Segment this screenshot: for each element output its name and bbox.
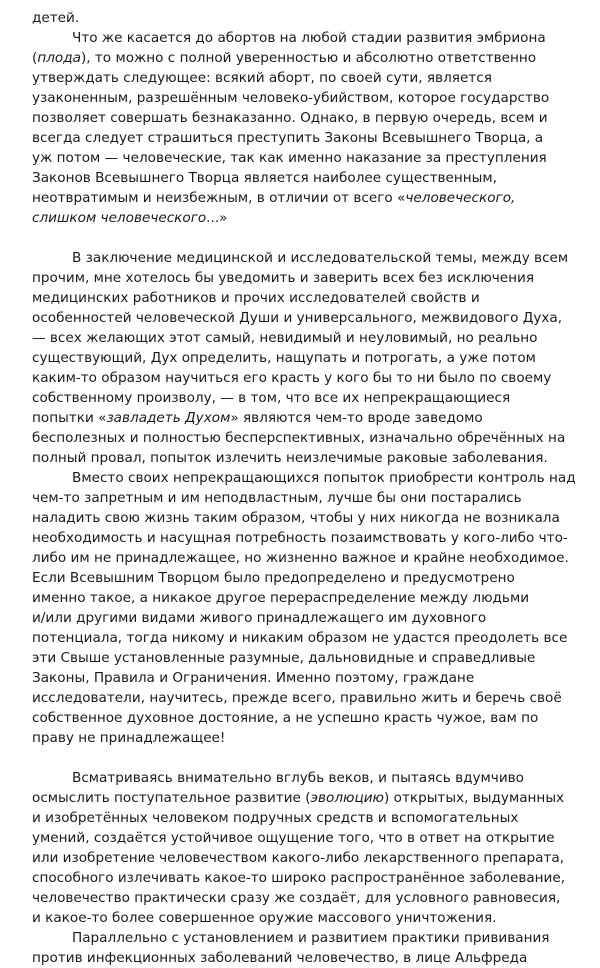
text-line: Законы, Правила и Ограничения. Именно поэтому, граждане [32, 670, 475, 686]
text-line: наладить свою жизнь таким образом, чтобы у них никогда не возникала [32, 510, 560, 526]
text-line: умений, создаётся устойчивое ощущение того, что в ответ на открытие [32, 830, 555, 846]
text-line: бесполезных и полностью бесперспективных, изначально обречённых на [32, 430, 566, 446]
text-line: собственному произволу, — в том, что все их непрекращающиеся [32, 390, 511, 406]
text-line: — всех желающих этот самый, невидимый и неуловимый, но реально [32, 330, 538, 346]
text-line: Законов Всевышнего Творца является наиболее существенным, [32, 170, 497, 186]
italic-text: человеческого, [405, 190, 516, 206]
text-line: и/или другими видами живого принадлежащего им духовного [32, 610, 487, 626]
italic-text: плода [37, 50, 81, 66]
paragraph-first-line: Что же касается до абортов на любой стадии развития эмбриона [72, 30, 546, 46]
text-line: детей. [32, 10, 80, 26]
text-line: исследователи, научитесь, прежде всего, правильно жить и беречь своё [32, 690, 562, 706]
text-line: Если Всевышним Творцом было предопределено и предусмотрено [32, 570, 515, 586]
text-line: каким-то образом научиться его красть у кого бы то ни было по своему [32, 370, 552, 386]
paragraph-first-line: Вместо своих непрекращающихся попыток приобрести контроль над [72, 470, 576, 486]
text-line: полный провал, попыток излечить неизлечимые раковые заболевания. [32, 450, 548, 466]
text-line: необходимость и насущная потребность позаимствовать у кого-либо что- [32, 530, 568, 546]
text-line: потенциала, тогда никому и никаким образом не удастся преодолеть все [32, 630, 568, 646]
italic-text: эволюцию [310, 790, 384, 806]
text-line: прочим, мне хотелось бы уведомить и заверить всех без исключения [32, 270, 535, 286]
text-line: осмыслить поступательное развитие (эволюцию) открытых, выдуманных [32, 790, 565, 806]
text-line: способного излечивать какое-то широко распространённое заболевание, [32, 870, 566, 886]
text-line: и какое-то более совершенное оружие массового уничтожения. [32, 910, 497, 926]
paragraph-first-line: Всматриваясь внимательно вглубь веков, и пытаясь вдумчиво [72, 770, 524, 786]
text-line: медицинских работников и прочих исследователей свойств и [32, 290, 480, 306]
text-line: существующий, Дух определить, нащупать и потрогать, а уже потом [32, 350, 536, 366]
text-line: и изобретённых человеком подручных средств и вспомогательных [32, 810, 519, 826]
text-line: попытки «завладеть Духом» являются чем-то вроде заведомо [32, 410, 483, 426]
text-line: против инфекционных заболеваний человечество, в лице Альфреда [32, 950, 528, 966]
text-line: человечество практически сразу же создаёт, для условного равновесия, [32, 890, 561, 906]
italic-text: завладеть Духом [106, 410, 231, 426]
text-line: чем-то запретным и им неподвластным, лучше бы они постарались [32, 490, 522, 506]
text-line: узаконенным, разрешённым человеко-убийством, которое государство [32, 90, 550, 106]
text-line: уж потом — человеческие, так как именно наказание за преступления [32, 150, 547, 166]
text-line: всегда следует страшиться преступить Законы Всевышнего Творца, а [32, 130, 544, 146]
paragraph-first-line: Параллельно с установлением и развитием практики прививания [72, 930, 550, 946]
text-line: именно такое, а никакое другое перераспределение между людьми [32, 590, 530, 606]
text-line: либо им не принадлежащее, но жизненно важное и крайне необходимое. [32, 550, 569, 566]
text-line: эти Свыше установленные разумные, дальновидные и справедливые [32, 650, 536, 666]
text-line: собственное духовное достояние, а не успешно красть чужое, вам по [32, 710, 539, 726]
text-line: позволяет совершать безнаказанно. Однако, в первую очередь, всем и [32, 110, 548, 126]
text-line: неотвратимым и неизбежным, в отличии от всего «человеческого, [32, 190, 516, 206]
italic-text: слишком человеческого [32, 210, 207, 226]
paragraph-first-line: В заключение медицинской и исследовательской темы, между всем [72, 250, 569, 266]
text-line: (плода), то можно с полной уверенностью и абсолютно ответственно [32, 50, 537, 66]
text-line: особенностей человеческой Души и универсального, межвидового Духа, [32, 310, 563, 326]
text-line: или изобретение человечеством какого-либо лекарственного препарата, [32, 850, 565, 866]
text-line: слишком человеческого...» [32, 210, 228, 226]
text-line: утверждать следующее: всякий аборт, по своей сути, является [32, 70, 492, 86]
text-line: праву не принадлежащее! [32, 730, 226, 746]
